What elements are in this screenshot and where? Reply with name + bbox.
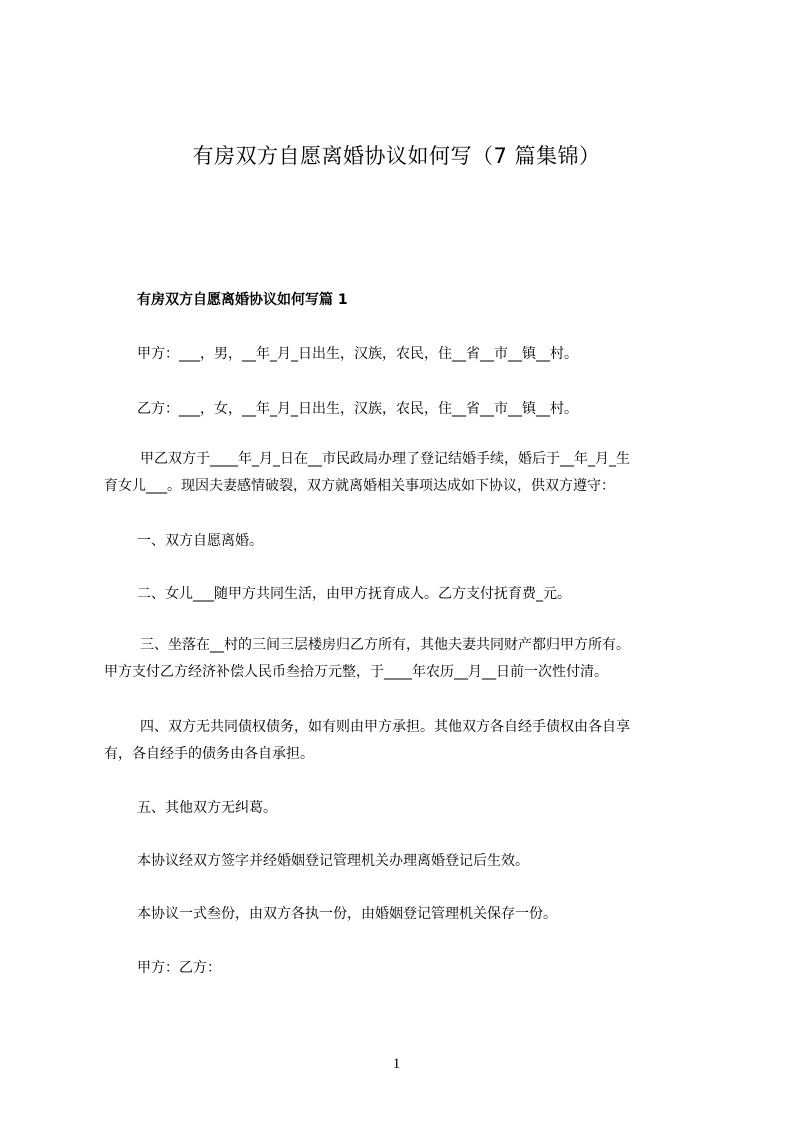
paragraph-line: 三、坐落在__村的三间三层楼房归乙方所有，其他夫妻共同财产都归甲方所有。 <box>140 637 630 653</box>
marriage-background <box>104 446 704 500</box>
clause-3 <box>104 632 704 686</box>
paragraph-line: 育女儿___。现因夫妻感情破裂，双方就离婚相关事项达成如下协议，供双方遵守： <box>104 478 615 494</box>
paragraph-line: 甲方支付乙方经济补偿人民币叁拾万元整，于____年农历__月__日前一次性付清。 <box>104 664 608 680</box>
paragraph-line: 本协议一式叁份，由双方各执一份，由婚姻登记管理机关保存一份。 <box>137 906 557 922</box>
clause-1 <box>104 528 704 555</box>
document-title: 有房双方自愿离婚协议如何写（7 篇集锦） <box>192 144 601 168</box>
paragraph-line: 甲方：乙方： <box>137 960 221 976</box>
paragraph-line: 四、双方无共同债权债务，如有则由甲方承担。其他双方各自经手债权由各自享 <box>140 719 630 735</box>
paragraph-line: 有，各自经手的债务由各自承担。 <box>104 746 314 762</box>
paragraph-line: 五、其他双方无纠葛。 <box>137 800 277 816</box>
paragraph-line: 本协议经双方签字并经婚姻登记管理机关办理离婚登记后生效。 <box>137 853 529 869</box>
clause-4 <box>104 714 704 768</box>
paragraph-line: 甲方：___，男，__年_月_日出生，汉族，农民，住__省__市__镇__村。 <box>137 346 578 362</box>
clause-5 <box>104 795 704 822</box>
paragraph-line: 二、女儿___随甲方共同生活，由甲方抚育成人。乙方支付抚育费_元。 <box>137 586 571 602</box>
paragraph-line: 甲乙双方于____年_月_日在__市民政局办理了登记结婚手续，婚后于__年_月_生 <box>140 451 630 467</box>
party-a-info <box>104 341 704 368</box>
clause-2 <box>104 581 704 608</box>
signature-line <box>104 955 704 982</box>
party-b-info <box>104 396 704 423</box>
section-heading: 有房双方自愿离婚协议如何写篇 1 <box>137 292 348 308</box>
paragraph-line: 乙方：___，女，__年_月_日出生，汉族，农民，住__省__市__镇__村。 <box>137 401 578 417</box>
paragraph-line: 一、双方自愿离婚。 <box>137 533 263 549</box>
effectiveness-clause <box>104 848 704 875</box>
copies-clause <box>104 901 704 928</box>
page-number: 1 <box>392 1056 401 1072</box>
